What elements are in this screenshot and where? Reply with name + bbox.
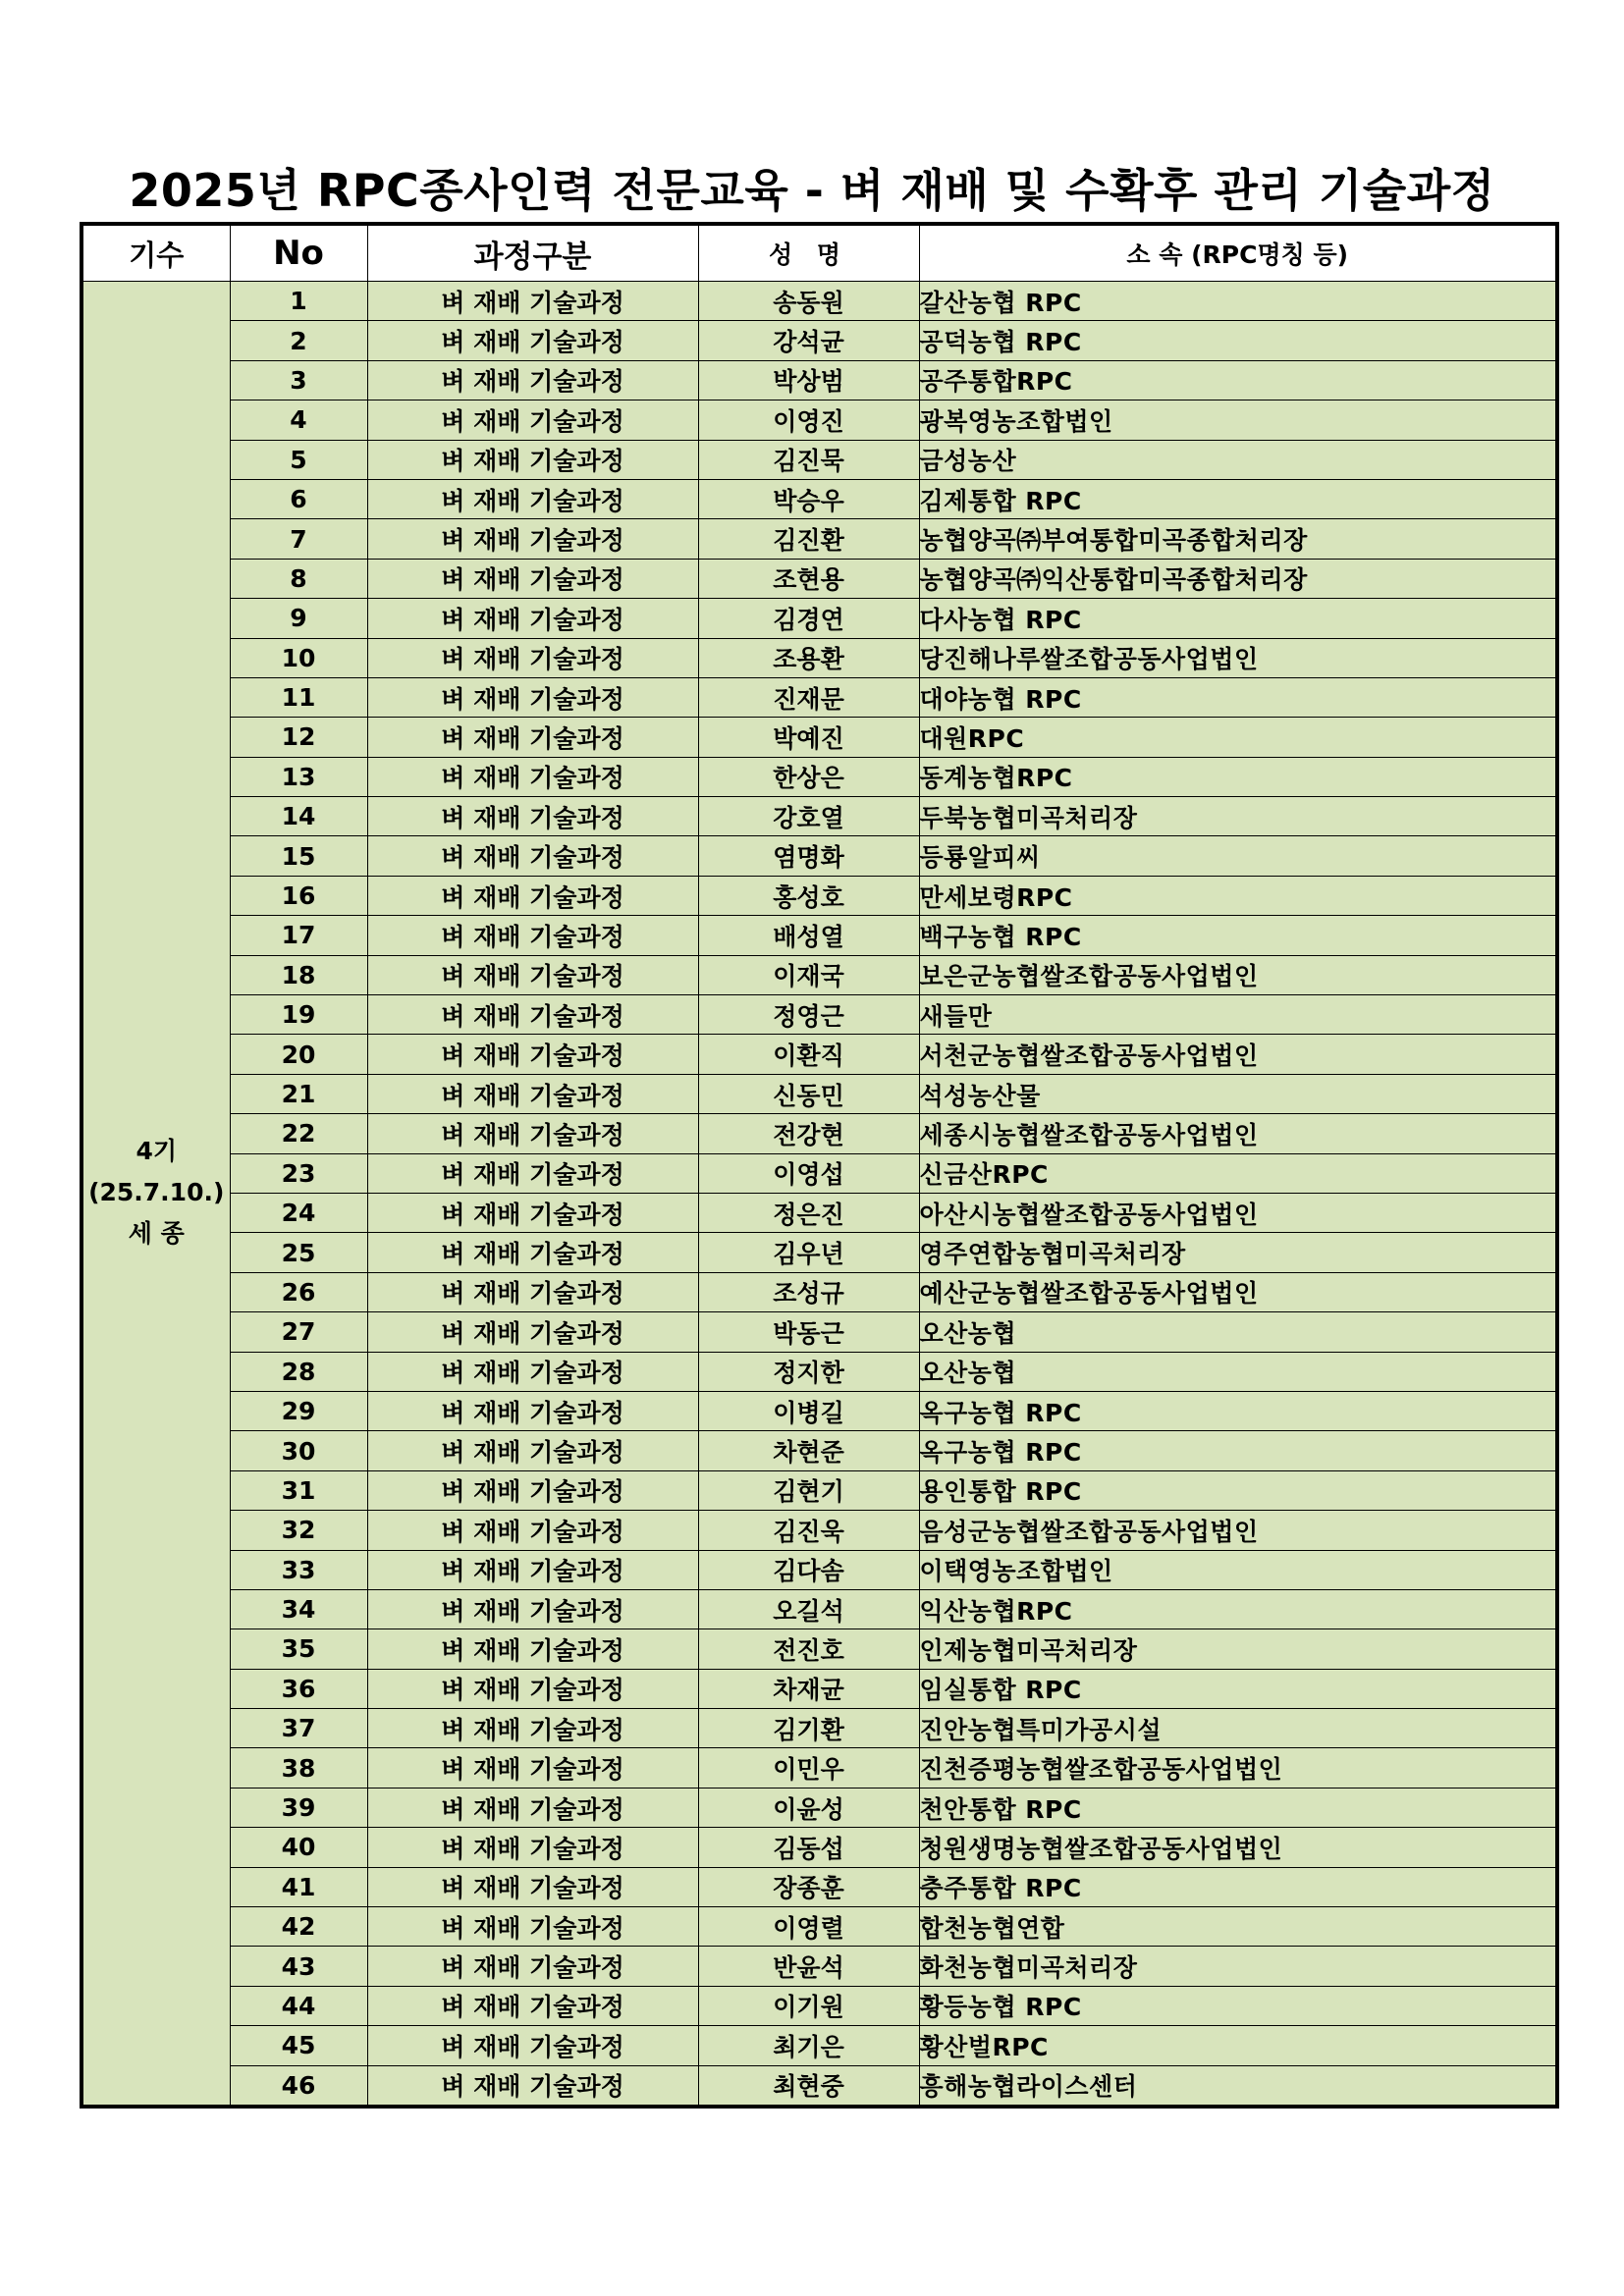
cell-name: 강호열 [698, 797, 919, 836]
cell-name: 이환직 [698, 1035, 919, 1074]
cell-affiliation: 음성군농협쌀조합공동사업법인 [919, 1511, 1557, 1550]
table-row [81, 1788, 1557, 1827]
cell-affiliation: 갈산농협 RPC [919, 282, 1557, 321]
cell-name: 정은진 [698, 1193, 919, 1232]
cell-no: 34 [230, 1589, 367, 1629]
cell-no: 24 [230, 1193, 367, 1232]
cell-name: 박승우 [698, 479, 919, 518]
cell-no: 42 [230, 1907, 367, 1947]
cell-no: 16 [230, 876, 367, 915]
cell-course: 벼 재배 기술과정 [367, 1589, 698, 1629]
cell-course: 벼 재배 기술과정 [367, 1431, 698, 1470]
cell-course: 벼 재배 기술과정 [367, 1193, 698, 1232]
cell-no: 43 [230, 1947, 367, 1986]
cell-affiliation: 당진해나루쌀조합공동사업법인 [919, 638, 1557, 677]
cell-affiliation: 세종시농협쌀조합공동사업법인 [919, 1114, 1557, 1153]
table-row [81, 1114, 1557, 1153]
cell-course: 벼 재배 기술과정 [367, 757, 698, 796]
cell-name: 이병길 [698, 1391, 919, 1430]
cell-affiliation: 보은군농협쌀조합공동사업법인 [919, 955, 1557, 994]
cell-no: 36 [230, 1669, 367, 1708]
cell-affiliation: 농협양곡㈜익산통합미곡종합처리장 [919, 559, 1557, 598]
cell-no: 37 [230, 1709, 367, 1748]
header-no: No [230, 224, 367, 282]
cell-affiliation: 이택영농조합법인 [919, 1550, 1557, 1589]
cell-affiliation: 금성농산 [919, 440, 1557, 479]
table-row [81, 599, 1557, 638]
cell-affiliation: 광복영농조합법인 [919, 400, 1557, 440]
table-row [81, 440, 1557, 479]
cell-no: 35 [230, 1629, 367, 1669]
cell-course: 벼 재배 기술과정 [367, 1074, 698, 1113]
cell-no: 44 [230, 1986, 367, 2025]
cell-affiliation: 옥구농협 RPC [919, 1391, 1557, 1430]
cell-name: 이민우 [698, 1748, 919, 1788]
cell-no: 39 [230, 1788, 367, 1827]
cell-name: 송동원 [698, 282, 919, 321]
cell-name: 박예진 [698, 718, 919, 757]
cell-name: 최기은 [698, 2026, 919, 2065]
cell-affiliation: 예산군농협쌀조합공동사업법인 [919, 1272, 1557, 1311]
cell-no: 20 [230, 1035, 367, 1074]
table-row [81, 400, 1557, 440]
cell-affiliation: 합천농협연합 [919, 1907, 1557, 1947]
cell-name: 김경연 [698, 599, 919, 638]
cell-name: 전진호 [698, 1629, 919, 1669]
cell-name: 조성규 [698, 1272, 919, 1311]
cell-affiliation: 인제농협미곡처리장 [919, 1629, 1557, 1669]
cell-name: 홍성호 [698, 876, 919, 915]
cell-affiliation: 석성농산물 [919, 1074, 1557, 1113]
header-course: 과정구분 [367, 224, 698, 282]
cell-course: 벼 재배 기술과정 [367, 1391, 698, 1430]
cell-affiliation: 충주통합 RPC [919, 1867, 1557, 1906]
cell-no: 38 [230, 1748, 367, 1788]
cell-affiliation: 대야농협 RPC [919, 677, 1557, 717]
cell-no: 23 [230, 1153, 367, 1193]
cell-course: 벼 재배 기술과정 [367, 1748, 698, 1788]
cell-no: 17 [230, 916, 367, 955]
table-row [81, 1272, 1557, 1311]
header-name: 성 명 [698, 224, 919, 282]
cell-affiliation: 황등농협 RPC [919, 1986, 1557, 2025]
cell-course: 벼 재배 기술과정 [367, 677, 698, 717]
cell-name: 김진묵 [698, 440, 919, 479]
table-row [81, 1629, 1557, 1669]
cell-no: 14 [230, 797, 367, 836]
table-header-row [81, 224, 1557, 282]
cell-course: 벼 재배 기술과정 [367, 2065, 698, 2107]
table-row [81, 1431, 1557, 1470]
cell-name: 이윤성 [698, 1788, 919, 1827]
cell-affiliation: 화천농협미곡처리장 [919, 1947, 1557, 1986]
table-row [81, 559, 1557, 598]
table-row [81, 1669, 1557, 1708]
cell-affiliation: 익산농협RPC [919, 1589, 1557, 1629]
table-row [81, 916, 1557, 955]
cell-affiliation: 용인통합 RPC [919, 1470, 1557, 1510]
table-row [81, 360, 1557, 400]
cell-name: 신동민 [698, 1074, 919, 1113]
table-row [81, 876, 1557, 915]
cell-course: 벼 재배 기술과정 [367, 1153, 698, 1193]
cell-course: 벼 재배 기술과정 [367, 440, 698, 479]
cell-name: 한상은 [698, 757, 919, 796]
cell-no: 31 [230, 1470, 367, 1510]
session-cell [81, 282, 230, 2107]
cell-no: 15 [230, 836, 367, 876]
table-row [81, 1035, 1557, 1074]
table-row [81, 1312, 1557, 1352]
cell-course: 벼 재배 기술과정 [367, 1629, 698, 1669]
cell-course: 벼 재배 기술과정 [367, 282, 698, 321]
cell-name: 강석균 [698, 321, 919, 360]
cell-name: 이영진 [698, 400, 919, 440]
cell-no: 21 [230, 1074, 367, 1113]
cell-affiliation: 영주연합농협미곡처리장 [919, 1233, 1557, 1272]
cell-affiliation: 새들만 [919, 995, 1557, 1035]
cell-no: 1 [230, 282, 367, 321]
cell-course: 벼 재배 기술과정 [367, 1233, 698, 1272]
cell-course: 벼 재배 기술과정 [367, 718, 698, 757]
cell-course: 벼 재배 기술과정 [367, 1947, 698, 1986]
cell-course: 벼 재배 기술과정 [367, 1114, 698, 1153]
table-row [81, 1193, 1557, 1232]
cell-course: 벼 재배 기술과정 [367, 519, 698, 559]
table-row [81, 519, 1557, 559]
cell-name: 김기환 [698, 1709, 919, 1748]
cell-no: 4 [230, 400, 367, 440]
cell-course: 벼 재배 기술과정 [367, 1035, 698, 1074]
cell-no: 10 [230, 638, 367, 677]
table-row [81, 1709, 1557, 1748]
cell-name: 김현기 [698, 1470, 919, 1510]
cell-name: 이영섭 [698, 1153, 919, 1193]
cell-no: 26 [230, 1272, 367, 1311]
cell-name: 정영근 [698, 995, 919, 1035]
cell-affiliation: 공덕농협 RPC [919, 321, 1557, 360]
cell-name: 진재문 [698, 677, 919, 717]
table-row [81, 995, 1557, 1035]
table-row [81, 2065, 1557, 2107]
cell-course: 벼 재배 기술과정 [367, 360, 698, 400]
table-row [81, 282, 1557, 321]
cell-affiliation: 신금산RPC [919, 1153, 1557, 1193]
cell-name: 박동근 [698, 1312, 919, 1352]
cell-no: 46 [230, 2065, 367, 2107]
cell-affiliation: 다사농협 RPC [919, 599, 1557, 638]
cell-course: 벼 재배 기술과정 [367, 2026, 698, 2065]
document-title: 2025년 RPC종사인력 전문교육 - 벼 재배 및 수확후 관리 기술과정 [129, 164, 1495, 217]
cell-course: 벼 재배 기술과정 [367, 479, 698, 518]
participant-table [80, 222, 1559, 2109]
cell-course: 벼 재배 기술과정 [367, 1511, 698, 1550]
table-row [81, 1828, 1557, 1867]
cell-course: 벼 재배 기술과정 [367, 1907, 698, 1947]
table-row [81, 757, 1557, 796]
cell-course: 벼 재배 기술과정 [367, 876, 698, 915]
cell-no: 33 [230, 1550, 367, 1589]
cell-no: 28 [230, 1352, 367, 1391]
cell-course: 벼 재배 기술과정 [367, 1312, 698, 1352]
cell-name: 박상범 [698, 360, 919, 400]
cell-no: 8 [230, 559, 367, 598]
cell-affiliation: 천안통합 RPC [919, 1788, 1557, 1827]
cell-course: 벼 재배 기술과정 [367, 638, 698, 677]
cell-course: 벼 재배 기술과정 [367, 1828, 698, 1867]
cell-affiliation: 두북농협미곡처리장 [919, 797, 1557, 836]
cell-no: 2 [230, 321, 367, 360]
cell-name: 김진환 [698, 519, 919, 559]
cell-name: 김우년 [698, 1233, 919, 1272]
cell-no: 11 [230, 677, 367, 717]
cell-name: 정지한 [698, 1352, 919, 1391]
table-row [81, 321, 1557, 360]
cell-course: 벼 재배 기술과정 [367, 1867, 698, 1906]
cell-no: 6 [230, 479, 367, 518]
cell-affiliation: 농협양곡㈜부여통합미곡종합처리장 [919, 519, 1557, 559]
cell-affiliation: 진안농협특미가공시설 [919, 1709, 1557, 1748]
table-row [81, 2026, 1557, 2065]
cell-name: 반윤석 [698, 1947, 919, 1986]
cell-affiliation: 오산농협 [919, 1352, 1557, 1391]
cell-name: 김다솜 [698, 1550, 919, 1589]
table-row [81, 1748, 1557, 1788]
table-row [81, 836, 1557, 876]
session-line2: (25.7.10.) [88, 1178, 225, 1207]
cell-no: 5 [230, 440, 367, 479]
cell-course: 벼 재배 기술과정 [367, 599, 698, 638]
cell-name: 이기원 [698, 1986, 919, 2025]
table-row [81, 1986, 1557, 2025]
cell-course: 벼 재배 기술과정 [367, 916, 698, 955]
table-row [81, 677, 1557, 717]
table-row [81, 1233, 1557, 1272]
cell-name: 차현준 [698, 1431, 919, 1470]
cell-no: 25 [230, 1233, 367, 1272]
cell-affiliation: 청원생명농협쌀조합공동사업법인 [919, 1828, 1557, 1867]
cell-course: 벼 재배 기술과정 [367, 995, 698, 1035]
cell-affiliation: 동계농협RPC [919, 757, 1557, 796]
table-row [81, 1153, 1557, 1193]
cell-course: 벼 재배 기술과정 [367, 1709, 698, 1748]
cell-course: 벼 재배 기술과정 [367, 836, 698, 876]
table-row [81, 1550, 1557, 1589]
cell-name: 조현용 [698, 559, 919, 598]
cell-name: 염명화 [698, 836, 919, 876]
cell-course: 벼 재배 기술과정 [367, 797, 698, 836]
cell-affiliation: 만세보령RPC [919, 876, 1557, 915]
cell-affiliation: 오산농협 [919, 1312, 1557, 1352]
cell-affiliation: 흥해농협라이스센터 [919, 2065, 1557, 2107]
cell-course: 벼 재배 기술과정 [367, 1272, 698, 1311]
cell-name: 이재국 [698, 955, 919, 994]
table-row [81, 638, 1557, 677]
cell-affiliation: 서천군농협쌀조합공동사업법인 [919, 1035, 1557, 1074]
cell-name: 김동섭 [698, 1828, 919, 1867]
table-row [81, 718, 1557, 757]
cell-name: 장종훈 [698, 1867, 919, 1906]
table-row [81, 1074, 1557, 1113]
table-row [81, 1907, 1557, 1947]
cell-no: 7 [230, 519, 367, 559]
cell-no: 30 [230, 1431, 367, 1470]
cell-no: 12 [230, 718, 367, 757]
cell-no: 32 [230, 1511, 367, 1550]
session-line1: 4기 [135, 1137, 178, 1166]
cell-course: 벼 재배 기술과정 [367, 955, 698, 994]
cell-course: 벼 재배 기술과정 [367, 1550, 698, 1589]
cell-affiliation: 황산벌RPC [919, 2026, 1557, 2065]
header-affiliation: 소 속 (RPC명칭 등) [919, 224, 1557, 282]
table-row [81, 1352, 1557, 1391]
cell-no: 9 [230, 599, 367, 638]
cell-affiliation: 공주통합RPC [919, 360, 1557, 400]
table-row [81, 1947, 1557, 1986]
cell-course: 벼 재배 기술과정 [367, 1986, 698, 2025]
cell-no: 18 [230, 955, 367, 994]
cell-course: 벼 재배 기술과정 [367, 1788, 698, 1827]
table-row [81, 1589, 1557, 1629]
cell-no: 45 [230, 2026, 367, 2065]
cell-course: 벼 재배 기술과정 [367, 321, 698, 360]
cell-no: 41 [230, 1867, 367, 1906]
cell-no: 27 [230, 1312, 367, 1352]
cell-course: 벼 재배 기술과정 [367, 1352, 698, 1391]
cell-no: 40 [230, 1828, 367, 1867]
table-row [81, 479, 1557, 518]
cell-affiliation: 대원RPC [919, 718, 1557, 757]
cell-no: 22 [230, 1114, 367, 1153]
table-row [81, 955, 1557, 994]
cell-no: 13 [230, 757, 367, 796]
table-row [81, 1867, 1557, 1906]
table-row [81, 1470, 1557, 1510]
cell-course: 벼 재배 기술과정 [367, 1669, 698, 1708]
cell-no: 19 [230, 995, 367, 1035]
cell-name: 전강현 [698, 1114, 919, 1153]
table-row [81, 1391, 1557, 1430]
header-gisu: 기수 [81, 224, 230, 282]
cell-affiliation: 진천증평농협쌀조합공동사업법인 [919, 1748, 1557, 1788]
cell-affiliation: 임실통합 RPC [919, 1669, 1557, 1708]
cell-affiliation: 아산시농협쌀조합공동사업법인 [919, 1193, 1557, 1232]
cell-name: 배성열 [698, 916, 919, 955]
cell-name: 최현중 [698, 2065, 919, 2107]
table-row [81, 1511, 1557, 1550]
cell-affiliation: 등룡알피씨 [919, 836, 1557, 876]
cell-course: 벼 재배 기술과정 [367, 559, 698, 598]
cell-course: 벼 재배 기술과정 [367, 1470, 698, 1510]
table-body [81, 282, 1557, 2107]
cell-no: 3 [230, 360, 367, 400]
cell-affiliation: 옥구농협 RPC [919, 1431, 1557, 1470]
cell-name: 오길석 [698, 1589, 919, 1629]
cell-affiliation: 김제통합 RPC [919, 479, 1557, 518]
cell-affiliation: 백구농협 RPC [919, 916, 1557, 955]
table-row [81, 797, 1557, 836]
session-line3: 세 종 [128, 1219, 185, 1249]
cell-no: 29 [230, 1391, 367, 1430]
cell-name: 차재균 [698, 1669, 919, 1708]
cell-course: 벼 재배 기술과정 [367, 400, 698, 440]
cell-name: 김진욱 [698, 1511, 919, 1550]
cell-name: 조용환 [698, 638, 919, 677]
cell-name: 이영렬 [698, 1907, 919, 1947]
